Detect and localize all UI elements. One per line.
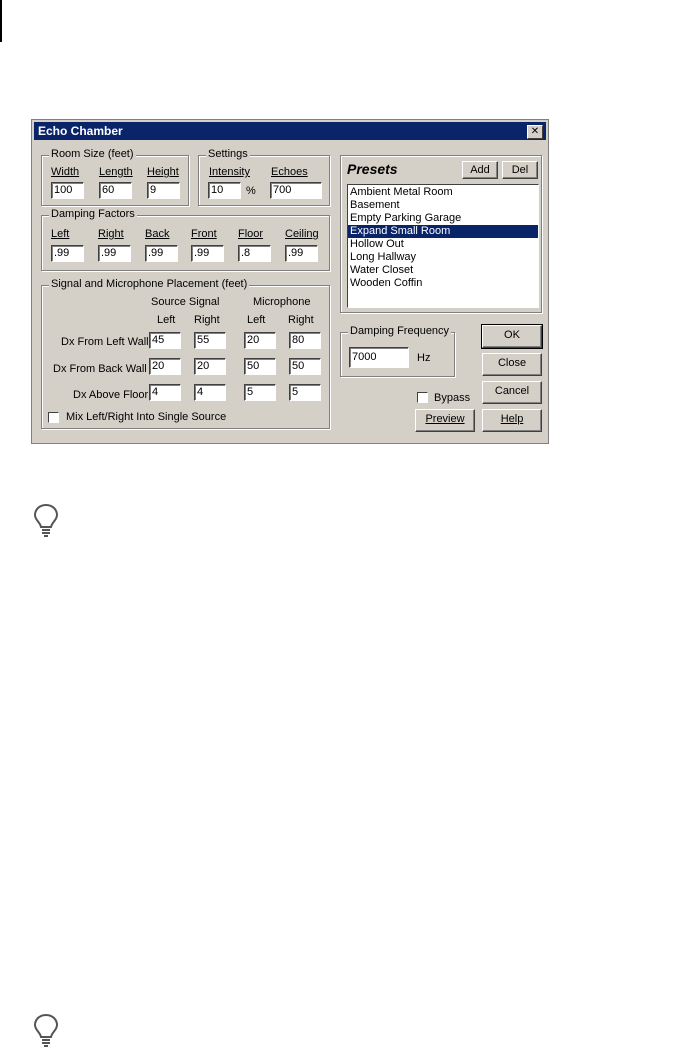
source-left-wall-left-input[interactable]: 45 <box>149 332 181 349</box>
intensity-unit: % <box>246 185 256 197</box>
bypass-checkbox[interactable] <box>417 392 428 403</box>
damping-left-label: Left <box>51 228 70 240</box>
presets-panel <box>340 155 542 313</box>
intensity-label: Intensity <box>209 166 250 178</box>
echoes-input[interactable]: 700 <box>270 182 322 199</box>
preset-item[interactable]: Ambient Metal Room <box>350 186 453 198</box>
close-button[interactable]: Close <box>482 353 542 376</box>
row-back-wall-label: Dx From Back Wall <box>53 363 147 375</box>
ok-button[interactable]: OK <box>482 325 542 348</box>
damping-factors-legend: Damping Factors <box>51 208 135 220</box>
length-label: Length <box>99 166 133 178</box>
settings-legend: Settings <box>208 148 248 160</box>
mic-above-floor-left-input[interactable]: 5 <box>244 384 276 401</box>
damping-frequency-legend: Damping Frequency <box>350 325 450 337</box>
echoes-label: Echoes <box>271 166 308 178</box>
damping-right-input[interactable]: .99 <box>98 245 131 262</box>
mix-single-source-label: Mix Left/Right Into Single Source <box>66 411 227 423</box>
preset-item[interactable]: Empty Parking Garage <box>350 212 462 224</box>
dialog-content <box>32 120 548 443</box>
placement-group <box>41 278 330 429</box>
mic-above-floor-right-input[interactable]: 5 <box>289 384 321 401</box>
mic-left-wall-left-input[interactable]: 20 <box>244 332 276 349</box>
source-above-floor-right-input[interactable]: 4 <box>194 384 226 401</box>
source-above-floor-left-input[interactable]: 4 <box>149 384 181 401</box>
preset-item[interactable]: Water Closet <box>350 264 414 276</box>
damping-frequency-unit: Hz <box>417 352 431 364</box>
preset-item[interactable]: Long Hallway <box>350 251 417 263</box>
presets-title: Presets <box>347 161 398 177</box>
width-input[interactable]: 100 <box>51 182 84 199</box>
damping-front-input[interactable]: .99 <box>191 245 224 262</box>
preset-item[interactable]: Wooden Coffin <box>350 277 423 289</box>
damping-frequency-input[interactable]: 7000 <box>349 347 409 368</box>
mic-left-wall-right-input[interactable]: 80 <box>289 332 321 349</box>
page-edge-bar <box>0 0 2 42</box>
source-right-header: Right <box>194 314 220 326</box>
source-back-wall-right-input[interactable]: 20 <box>194 358 226 375</box>
delete-preset-button[interactable]: Del <box>502 161 538 179</box>
height-input[interactable]: 9 <box>147 182 180 199</box>
echo-chamber-dialog <box>31 119 549 444</box>
help-button[interactable]: Help <box>482 409 542 432</box>
microphone-header: Microphone <box>253 296 311 308</box>
height-label: Height <box>147 166 179 178</box>
source-left-wall-right-input[interactable]: 55 <box>194 332 226 349</box>
preset-item[interactable]: Expand Small Room <box>348 225 538 238</box>
presets-list[interactable] <box>347 184 539 308</box>
intensity-input[interactable]: 10 <box>208 182 241 199</box>
lightbulb-icon <box>33 503 59 537</box>
length-input[interactable]: 60 <box>99 182 132 199</box>
damping-left-input[interactable]: .99 <box>51 245 84 262</box>
damping-back-label: Back <box>145 228 170 240</box>
mic-back-wall-left-input[interactable]: 50 <box>244 358 276 375</box>
row-above-floor-label: Dx Above Floor <box>73 389 149 401</box>
add-preset-button[interactable]: Add <box>462 161 498 179</box>
damping-frequency-group <box>340 325 455 377</box>
damping-ceiling-input[interactable]: .99 <box>285 245 318 262</box>
mic-right-header: Right <box>288 314 314 326</box>
damping-right-label: Right <box>98 228 124 240</box>
width-label: Width <box>51 166 80 178</box>
source-signal-header: Source Signal <box>151 296 220 308</box>
damping-back-input[interactable]: .99 <box>145 245 178 262</box>
source-back-wall-left-input[interactable]: 20 <box>149 358 181 375</box>
preset-item[interactable]: Hollow Out <box>350 238 404 250</box>
row-left-wall-label: Dx From Left Wall <box>61 336 149 348</box>
mic-left-header: Left <box>247 314 266 326</box>
preset-item[interactable]: Basement <box>350 199 400 211</box>
close-icon: ✕ <box>530 126 540 137</box>
cancel-button[interactable]: Cancel <box>482 381 542 404</box>
damping-floor-input[interactable]: .8 <box>238 245 271 262</box>
room-size-legend: Room Size (feet) <box>51 148 134 160</box>
settings-group <box>198 148 330 206</box>
damping-floor-label: Floor <box>238 228 264 240</box>
lightbulb-icon <box>33 1013 59 1047</box>
source-left-header: Left <box>157 314 176 326</box>
mic-back-wall-right-input[interactable]: 50 <box>289 358 321 375</box>
damping-ceiling-label: Ceiling <box>285 228 319 240</box>
window-title: Echo Chamber <box>38 124 123 138</box>
bypass-label: Bypass <box>434 392 471 404</box>
damping-factors-group <box>41 208 330 271</box>
damping-front-label: Front <box>191 228 217 240</box>
placement-legend: Signal and Microphone Placement (feet) <box>51 278 248 290</box>
preview-button[interactable]: Preview <box>415 409 475 432</box>
room-size-group <box>41 148 189 206</box>
mix-single-source-checkbox[interactable] <box>48 412 59 423</box>
